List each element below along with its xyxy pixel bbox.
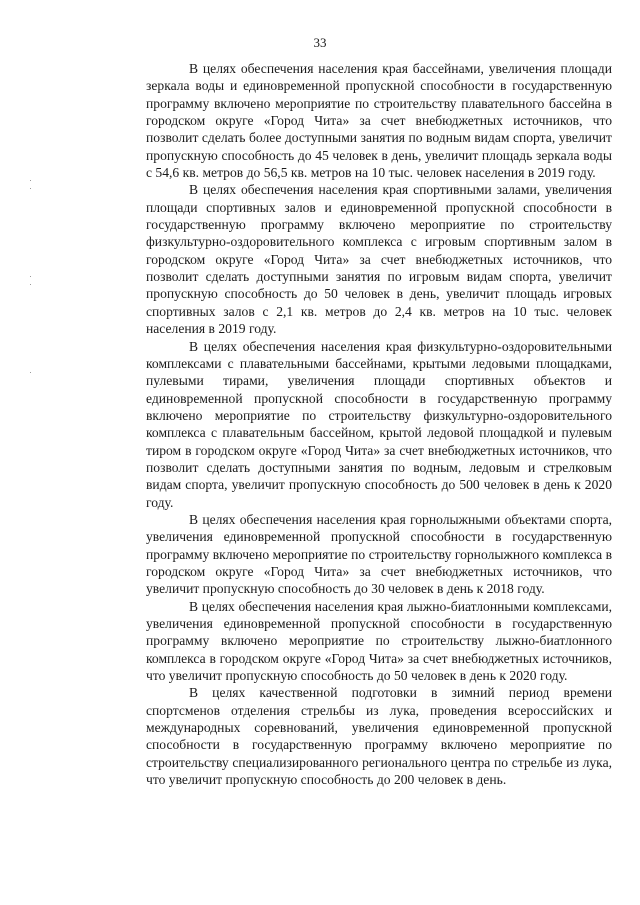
page-number: 33 [313,35,327,50]
paragraph-sports-halls: В целях обеспечения населения края спортивными залами, увеличения площади спортивных залов и единовременной пропускной способности в государственную программу включено мероприятие по строительству физкультурно-оздоровительного комплекса с игровым спортивным залом в городском округе «Город Чита» за счет внебюджетных источников, что позволит сделать доступными занятия по игровым видам спорта, увеличит пропускную способность до 50 человек в день, увеличит площадь игровых спортивных залов с 2,1 кв. метров до 2,4 кв. метров на 10 тыс. человек населения в 2019 году. [146,182,612,337]
document-body [146,60,612,788]
paragraph-ski-resort: В целях обеспечения населения края горнолыжными объектами спорта, увеличения единовременной пропускной способности в государственную программу включено мероприятие по строительству горнолыжного комплекса в городском округе «Город Чита» за счет внебюджетных источников, что увеличит пропускную способность до 30 человек в день к 2018 году. [146,511,612,597]
paragraph-biathlon: В целях обеспечения населения края лыжно-биатлонными комплексами, увеличения единовременной пропускной способности в государственную программу включено мероприятие по строительству лыжно-биатлонного комплекса в городском округе «Город Чита» за счет внебюджетных источников, что увеличит пропускную способность до 50 человек в день к 2020 году. [146,598,612,684]
paragraph-fitness-complexes: В целях обеспечения населения края физкультурно-оздоровительными комплексами с плавательными бассейнами, крытыми ледовыми площадками, пулевыми тирами, увеличения площади спортивных объектов и единовременной пропускной способности в государственную программу включено мероприятие по строительству физкультурно-оздоровительного комплекса с плавательным бассейном, крытой ледовой площадкой и пулевым тиром в городском округе «Город Чита» за счет внебюджетных источников, что позволит сделать доступными занятия по водным, ледовым и стрелковым видам спорта, увеличит пропускную способность до 500 человек в день к 2020 году. [146,338,612,510]
paragraph-archery: В целях качественной подготовки в зимний период времени спортсменов отделения стрельбы из лука, проведения всероссийских и международных соревнований, увеличения единовременной пропускной способности в государственную программу включено мероприятие по строительству специализированного регионального центра по стрельбе из лука, что увеличит пропускную способность до 200 человек в день. [146,685,612,788]
paragraph-pools: В целях обеспечения населения края бассейнами, увеличения площади зеркала воды и единовременной пропускной способности в государственную программу включено мероприятие по строительству плавательного бассейна в городском округе «Город Чита» за счет внебюджетных источников, что позволит сделать более доступными занятия по водным видам спорта, увеличит пропускную способность до 45 человек в день, увеличит площадь зеркала воды с 54,6 кв. метров до 56,5 кв. метров на 10 тыс. человек населения в 2019 году. [146,61,612,181]
margin-scan-marks [28,180,34,380]
